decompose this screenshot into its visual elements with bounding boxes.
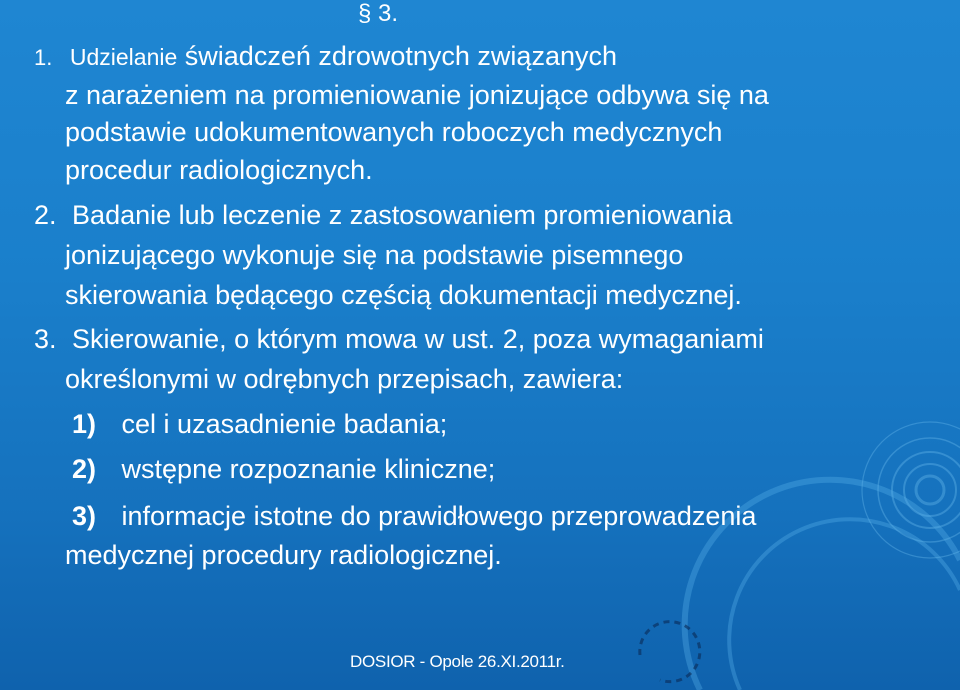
paragraph-2-line-1-text: Badanie lub leczenie z zastosowaniem promieniowania <box>72 200 733 230</box>
list-item-number: 2) <box>72 454 97 484</box>
footer-text: DOSIOR - Opole 26.XI.2011r. <box>350 652 565 671</box>
paragraph-1-line-4: procedur radiologicznych. <box>65 155 373 185</box>
paragraph-2-line-3: skierowania będącego częścią dokumentacji medycznej. <box>65 280 742 310</box>
paragraph-1-line-1 <box>34 41 617 72</box>
list-item-text: informacje istotne do prawidłowego przeprowadzenia <box>121 501 757 531</box>
list-item <box>72 409 447 440</box>
paragraph-2-number: 2. <box>34 200 57 230</box>
list-item-number: 1) <box>72 409 97 439</box>
paragraph-1-line-3: podstawie udokumentowanych roboczych medycznych <box>65 117 723 147</box>
list-item-text: wstępne rozpoznanie kliniczne; <box>121 454 496 484</box>
list-item <box>72 501 756 532</box>
paragraph-1-line-1-rest: świadczeń zdrowotnych związanych <box>184 41 617 71</box>
paragraph-1-line-2: z narażeniem na promieniowanie jonizujące odbywa się na <box>65 80 769 110</box>
paragraph-1-first-word: Udzielanie <box>69 44 178 70</box>
paragraph-2-line-1 <box>34 200 732 231</box>
paragraph-3-line-1-text: Skierowanie, o którym mowa w ust. 2, poza wymaganiami <box>72 324 764 354</box>
list-item-text: cel i uzasadnienie badania; <box>121 409 448 439</box>
list-item <box>72 454 495 485</box>
section-heading: § 3. <box>358 0 399 27</box>
paragraph-3-line-2: określonymi w odrębnych przepisach, zawiera: <box>65 364 624 394</box>
list-item-number: 3) <box>72 501 97 531</box>
paragraph-3-number: 3. <box>34 324 57 354</box>
paragraph-2-line-2: jonizującego wykonuje się na podstawie pisemnego <box>65 240 684 270</box>
paragraph-1-number: 1. <box>34 45 53 70</box>
list-item-continuation: medycznej procedury radiologicznej. <box>65 540 502 570</box>
paragraph-3-line-1 <box>34 324 764 355</box>
